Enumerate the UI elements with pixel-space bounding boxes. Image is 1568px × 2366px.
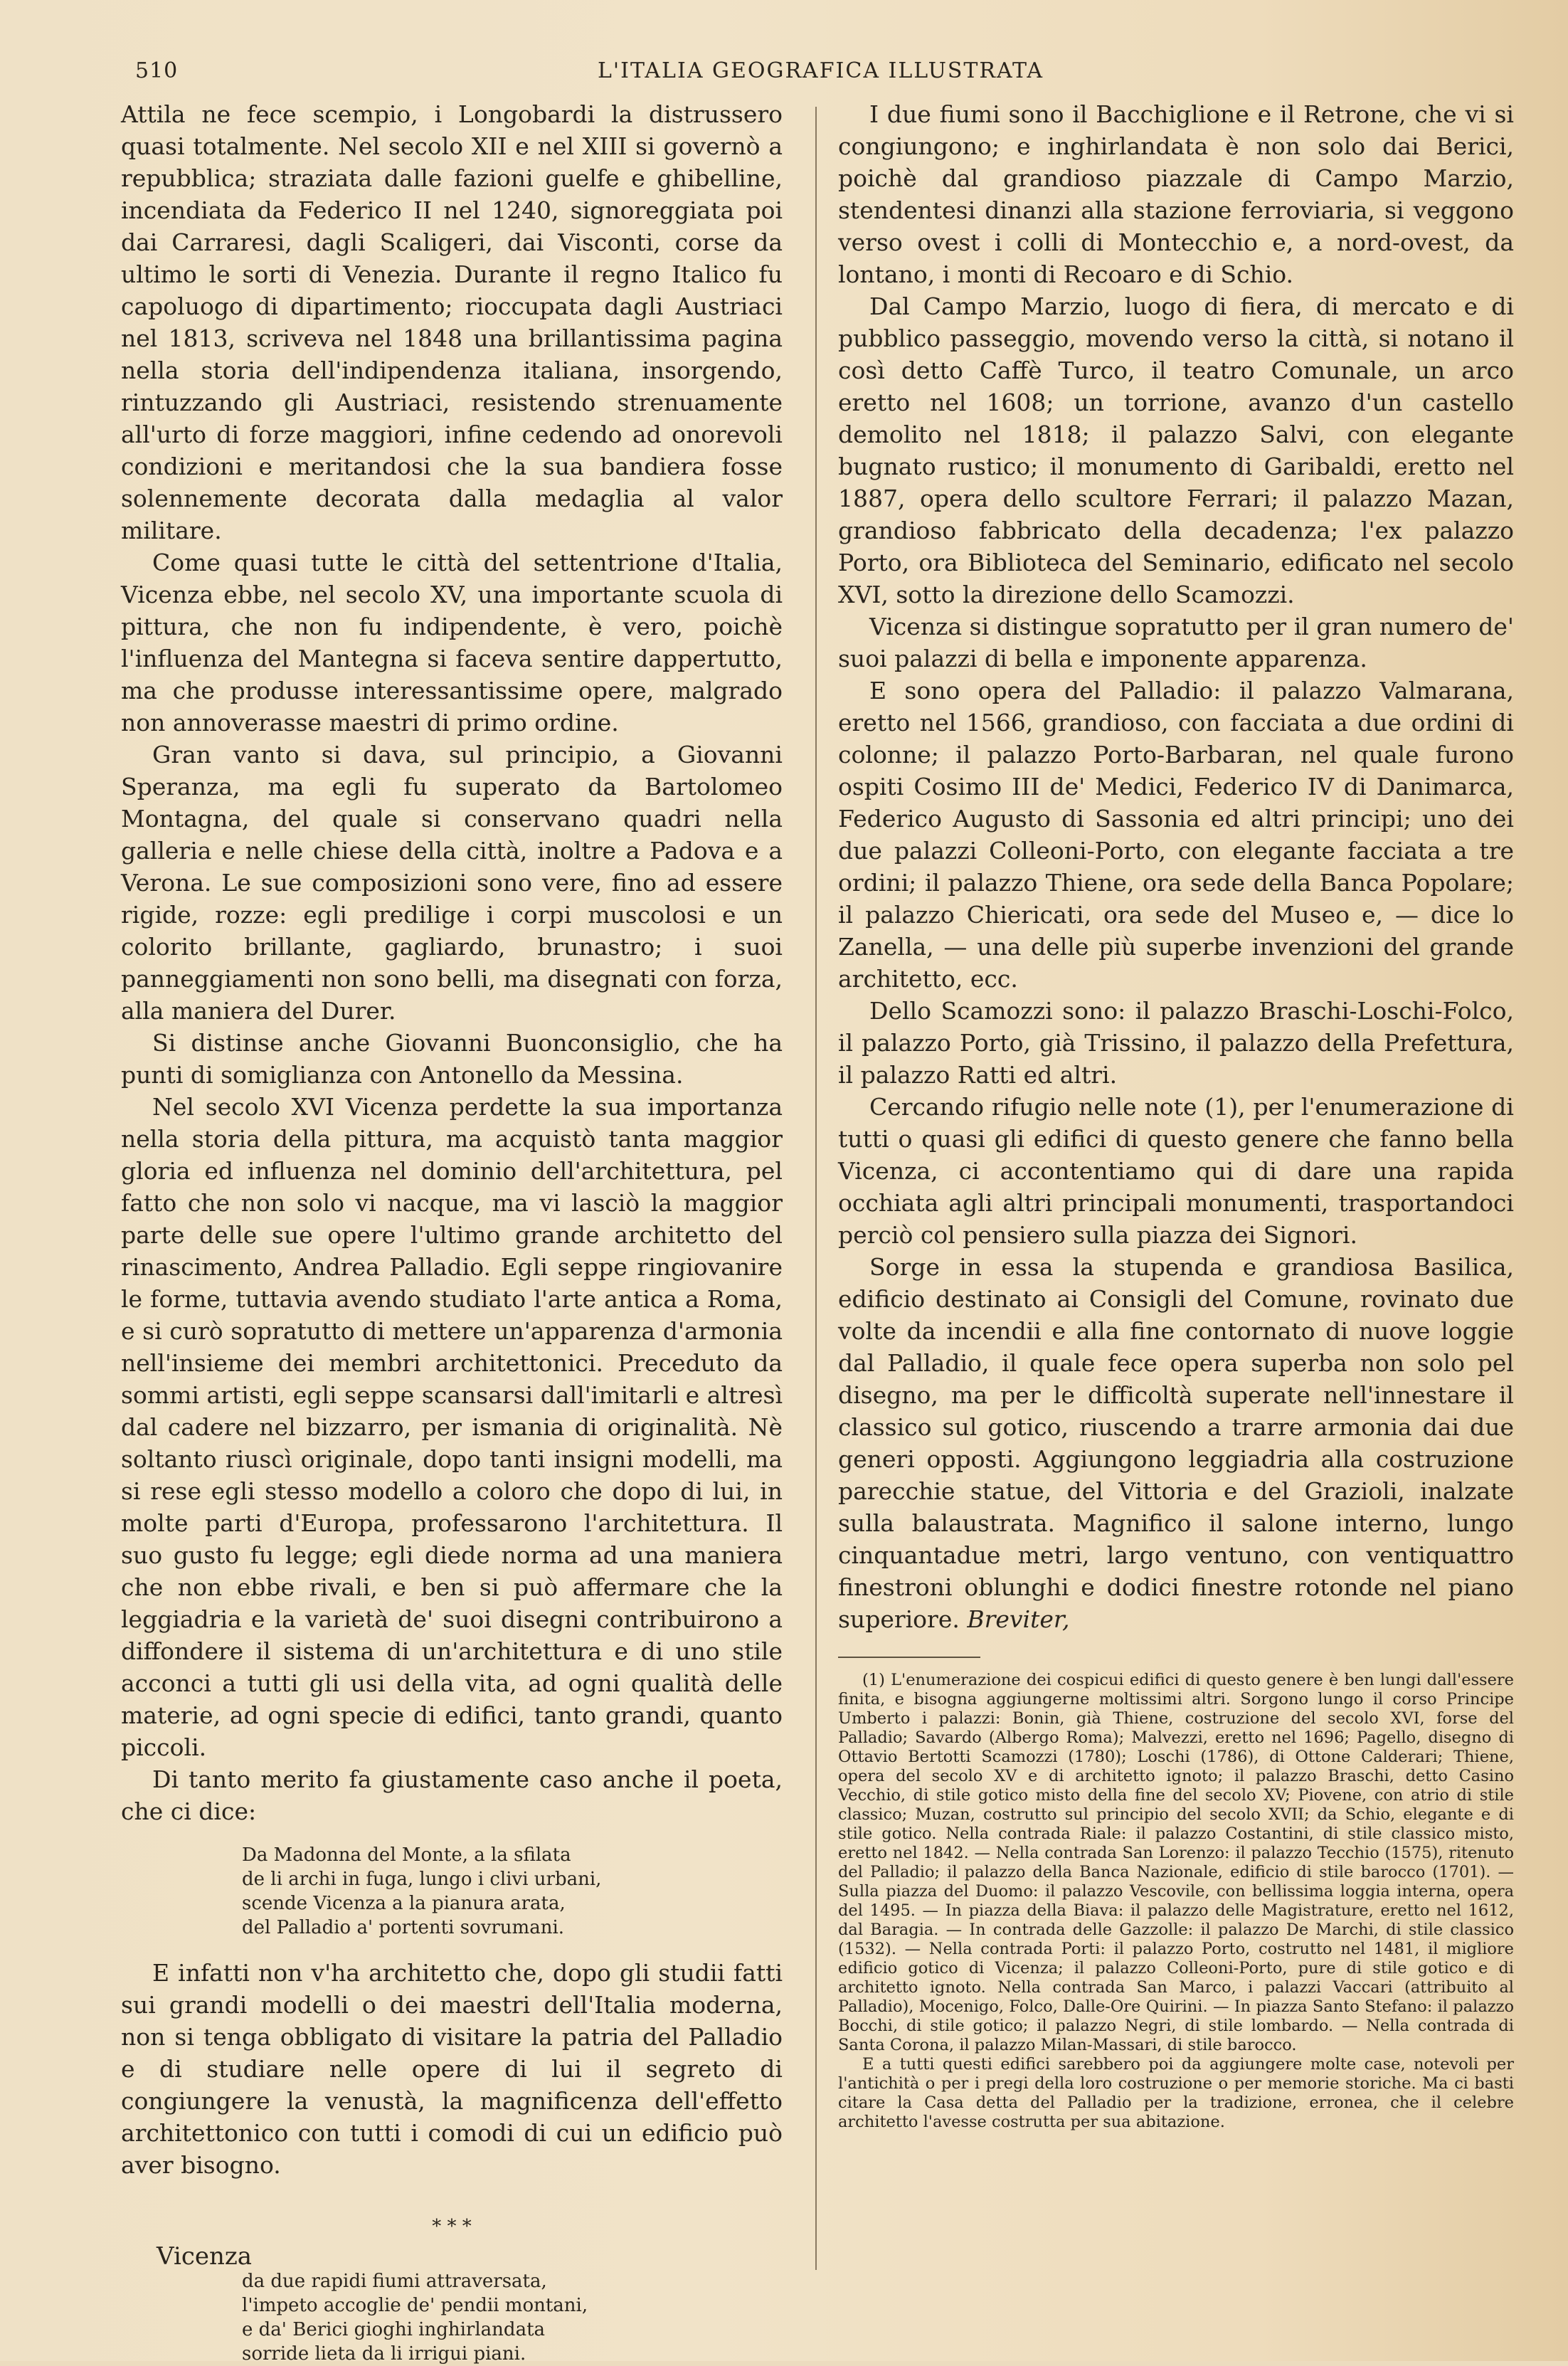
- paragraph: [838, 1251, 1514, 1635]
- poem-block: [121, 2241, 783, 2366]
- running-title: L'ITALIA GEOGRAFICA ILLUSTRATA: [598, 58, 1044, 83]
- right-column: [838, 98, 1514, 2132]
- paragraph: Come quasi tutte le città del settentrione d'Italia, Vicenza ebbe, nel secolo XV, una importante scuola di pittura, che non fu indipendente, è vero, poichè l'influenza del Mantegna si faceva sentire dappertutto, ma che produsse interessantissime opere, malgrado non annoverasse maestri di primo ordine.: [121, 549, 783, 736]
- footnote: E a tutti questi edifici sarebbero poi da aggiungere molte case, notevoli per l'antichità o per i pregi della loro costruzione o per memorie storiche. Ma ci basti citare la Casa detta del Palladio per la tradizione, erronea, che il celebre architetto l'avesse costrutta per sua abitazione.: [838, 2055, 1514, 2131]
- poem-line: da due rapidi fiumi attraversata,: [242, 2271, 547, 2292]
- paragraph: E sono opera del Palladio: il palazzo Valmarana, eretto nel 1566, grandioso, con facciata a due ordini di colonne; il palazzo Porto-Barbaran, nel quale furono ospiti Cosimo III de' Medici, Federico IV di Danimarca, Federico Augusto di Sassonia ed altri principi; uno dei due palazzi Colleoni-Porto, con elegante facciata a tre ordini; il palazzo Thiene, ora sede della Banca Popolare; il palazzo Chiericati, ora sede del Museo e, — dice lo Zanella, — una delle più superbe invenzioni del grande architetto, ecc.: [838, 677, 1514, 993]
- verse-line: scende Vicenza a la pianura arata,: [242, 1893, 566, 1914]
- footnote: (1) L'enumerazione dei cospicui edifici di questo genere è ben lungi dall'essere finita, e bisogna aggiungerne moltissimi altri. Sorgono lungo il corso Principe Umberto i palazzi: Bonin, già Thiene, costruzione del secolo XVI, forse del Palladio; Savardo (Albergo Roma); Malvezzi, eretto nel 1696; Pagello, disegno di Ottavio Bertotti Scamozzi (1780); Loschi (1786), di Ottone Calderari; Thiene, opera del secolo XV e di architetto ignoto; il palazzo Braschi, detto Casino Vecchio, di stile gotico misto della fine del secolo XV; Piovene, con atrio di stile classico; Muzan, costrutto sul principio del secolo XVII; da Schio, elegante e di stile gotico. Nella contrada Riale: il palazzo Costantini, di stile classico misto, eretto nel 1842. — Nella contrada San Lorenzo: il palazzo Tecchio (1575), ritenuto del Palladio; il palazzo della Banca Nazionale, edificio di stile barocco (1701). — Sulla piazza del Duomo: il palazzo Vescovile, con bellissima loggia interna, opera del 1495. — In piazza della Biava: il palazzo delle Magistrature, eretto nel 1612, dal Baragia. — In contrada delle Gazzolle: il palazzo De Marchi, di stile classico (1532). — Nella contrada Porti: il palazzo Porto, costrutto nel 1481, il migliore edificio gotico di Vicenza; il palazzo Colleoni-Porto, pure di stile gotico e di architetto ignoto. Nella contrada San Marco, i palazzi Vaccari (attribuito al Palladio), Mocenigo, Folco, Dalle-Ore Quirini. — In piazza Santo Stefano: il palazzo Bocchi, di stile gotico; il palazzo Negri, di stile lombardo. — Nella contrada di Santa Corona, il palazzo Milan-Massari, di stile barocco.: [838, 1671, 1514, 2054]
- paragraph: Gran vanto si dava, sul principio, a Giovanni Speranza, ma egli fu superato da Bartolomeo Montagna, del quale si conservano quadri nella galleria e nelle chiese della città, inoltre a Padova e a Verona. Le sue composizioni sono vere, fino ad essere rigide, rozze: egli predilige i corpi muscolosi e un colorito brillante, gagliardo, brunastro; i suoi panneggiamenti non sono belli, ma disegnati con forza, alla maniera del Durer.: [121, 741, 783, 1025]
- left-column: [121, 98, 783, 2366]
- poem-line: e da' Berici gioghi inghirlandata: [242, 2319, 546, 2340]
- page-number: 510: [135, 58, 179, 83]
- footnote-rule: [838, 1657, 980, 1658]
- page-header: [135, 51, 1530, 101]
- paragraph: Nel secolo XVI Vicenza perdette la sua importanza nella storia della pittura, ma acquistò tanta maggior gloria ed influenza nel dominio dell'architettura, pel fatto che non solo vi nacque, ma vi lasciò la maggior parte delle sue opere l'ultimo grande architetto del rinascimento, Andrea Palladio. Egli seppe ringiovanire le forme, tuttavia avendo studiato l'arte antica a Roma, e si curò sopratutto di mettere un'apparenza d'armonia nell'insieme dei membri architettonici. Preceduto da sommi artisti, egli seppe scansarsi dall'imitarli e altresì dal cadere nel bizzarro, per ismania di originalità. Nè soltanto riuscì originale, dopo tanti insigni modelli, ma si rese egli stesso modello a coloro che dopo di lui, in molte parti d'Europa, professarono l'architettura. Il suo gusto fu legge; egli diede norma ad una maniera che non ebbe rivali, e ben si può affermare che la leggiadria e la varietà de' suoi disegni contribuirono a diffondere il sistema di un'architettura e di uno stile acconci a tutti gli usi della vita, ad ogni qualità delle materie, ad ogni specie di edifici, tanto grandi, quanto piccoli.: [121, 1093, 783, 1761]
- section-separator: * * *: [432, 2216, 472, 2237]
- paragraph: I due fiumi sono il Bacchiglione e il Retrone, che vi si congiungono; e inghirlandata è non solo dai Berici, poichè dal grandioso piazzale di Campo Marzio, stendentesi dinanzi alla stazione ferroviaria, si veggono verso ovest i colli di Montecchio e, a nord-ovest, da lontano, i monti di Recoaro e di Schio.: [838, 100, 1514, 288]
- poem-line: sorride lieta da li irrigui piani.: [242, 2343, 526, 2365]
- paragraph: Vicenza si distingue sopratutto per il gran numero de' suoi palazzi di bella e imponente apparenza.: [838, 613, 1514, 672]
- footnotes: [838, 1671, 1514, 2132]
- verse-quote: [242, 1843, 783, 1940]
- poem: [242, 2241, 783, 2366]
- paragraph: Dello Scamozzi sono: il palazzo Braschi-Loschi-Folco, il palazzo Porto, già Trissino, il palazzo della Prefettura, il palazzo Ratti ed altri.: [838, 997, 1514, 1089]
- poem-title: Vicenza: [157, 2242, 253, 2271]
- column-divider: [815, 107, 817, 2270]
- poem-line: l'impeto accoglie de' pendii montani,: [242, 2295, 588, 2316]
- verse-line: del Palladio a' portenti sovrumani.: [242, 1917, 565, 1938]
- paragraph: Si distinse anche Giovanni Buonconsiglio, che ha punti di somiglianza con Antonello da Messina.: [121, 1029, 783, 1089]
- paragraph: Attila ne fece scempio, i Longobardi la distrussero quasi totalmente. Nel secolo XII e nel XIII si governò a repubblica; straziata dalle fazioni guelfe e ghibelline, incendiata da Federico II nel 1240, signoreggiata poi dai Carraresi, dagli Scaligeri, dai Visconti, corse da ultimo le sorti di Venezia. Durante il regno Italico fu capoluogo di dipartimento; rioccupata dagli Austriaci nel 1813, scriveva nel 1848 una brillantissima pagina nella storia dell'indipendenza italiana, insorgendo, rintuzzando gli Austriaci, resistendo strenuamente all'urto di forze maggiori, infine cedendo ad onorevoli condizioni e meritandosi che la sua bandiera fosse solennemente decorata dalla medaglia al valor militare.: [121, 100, 783, 544]
- paragraph: E infatti non v'ha architetto che, dopo gli studii fatti sui grandi modelli o dei maestri dell'Italia moderna, non si tenga obbligato di visitare la patria del Palladio e di studiare nelle opere di lui il segreto di congiungere la venustà, la magnificenza dell'effetto architettonico con tutti i comodi di cui un edificio può aver bisogno.: [121, 1959, 783, 2179]
- italic-word: Breviter,: [967, 1605, 1070, 1633]
- verse-line: de li archi in fuga, lungo i clivi urbani,: [242, 1869, 602, 1890]
- verse-line: Da Madonna del Monte, a la sfilata: [242, 1844, 571, 1866]
- paragraph-text: Sorge in essa la stupenda e grandiosa Basilica, edificio destinato ai Consigli del Comune, rovinato due volte da incendii e alla fine contornato di nuove loggie dal Palladio, il quale fece opera superba non solo pel disegno, ma per le difficoltà superate nell'innestare il classico sul gotico, riuscendo a trarre armonia dai due generi opposti. Aggiungono leggiadria alla costruzione parecchie statue, del Vittoria e del Grazioli, inalzate sulla balaustrata. Magnifico il salone interno, lungo cinquantadue metri, largo ventuno, con ventiquattro finestroni oblunghi e dodici finestre rotonde nel piano superiore.: [838, 1253, 1514, 1633]
- paragraph: Di tanto merito fa giustamente caso anche il poeta, che ci dice:: [121, 1765, 783, 1825]
- paragraph: Dal Campo Marzio, luogo di fiera, di mercato e di pubblico passeggio, movendo verso la città, si notano il così detto Caffè Turco, il teatro Comunale, un arco eretto nel 1608; un torrione, avanzo d'un castello demolito nel 1818; il palazzo Salvi, con elegante bugnato rustico; il monumento di Garibaldi, eretto nel 1887, opera dello scultore Ferrari; il palazzo Mazan, grandioso fabbricato della decadenza; l'ex palazzo Porto, ora Biblioteca del Seminario, edificato nel secolo XVI, sotto la direzione dello Scamozzi.: [838, 292, 1514, 608]
- paragraph: Cercando rifugio nelle note (1), per l'enumerazione di tutti o quasi gli edifici di questo genere che fanno bella Vicenza, ci accontentiamo qui di dare una rapida occhiata agli altri principali monumenti, trasportandoci perciò col pensiero sulla piazza dei Signori.: [838, 1093, 1514, 1249]
